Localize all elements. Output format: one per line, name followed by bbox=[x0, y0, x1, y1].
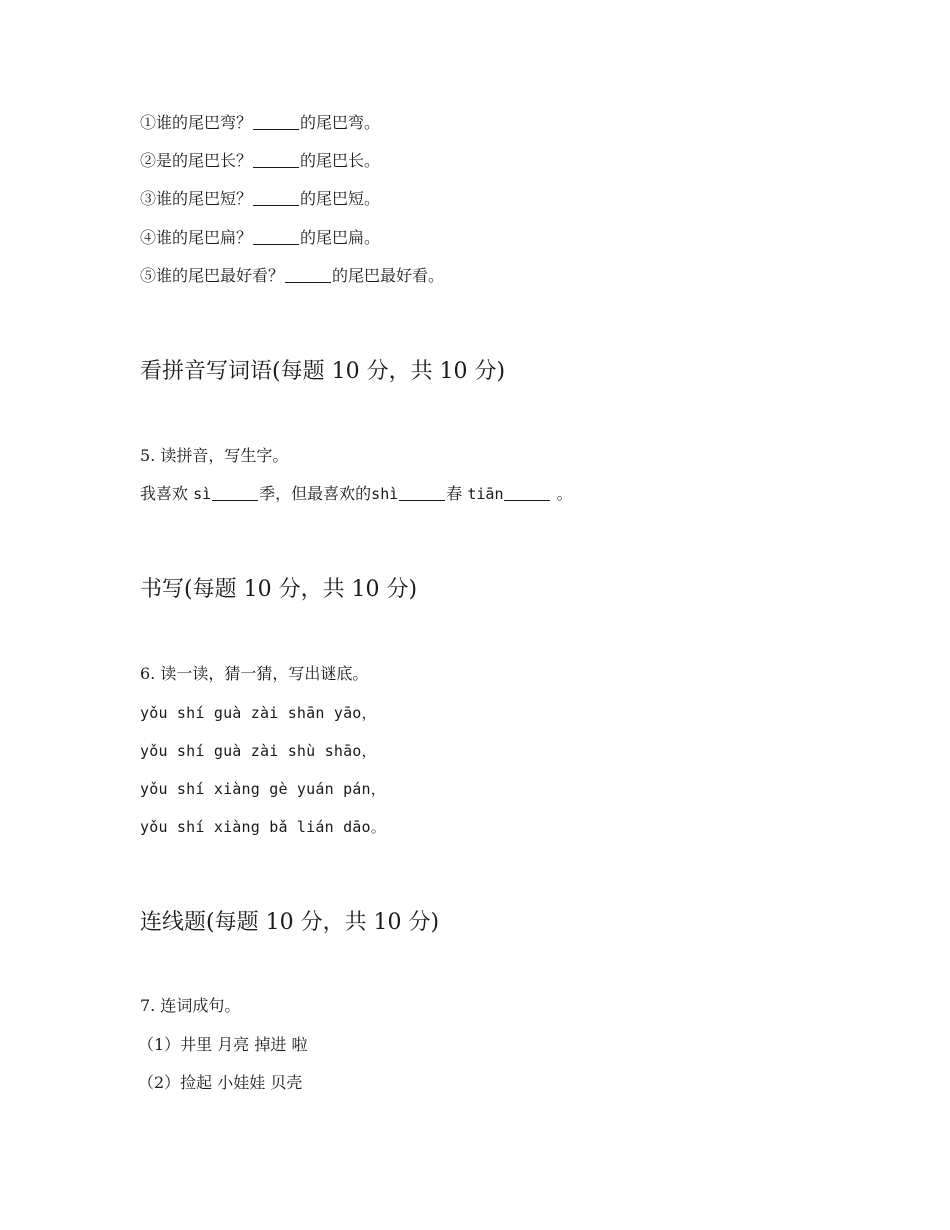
riddle-line-2: yǒu shí guà zài shù shāo， bbox=[140, 742, 377, 760]
answer-blank[interactable] bbox=[253, 228, 299, 245]
sentence-part: 季，但最喜欢的 bbox=[259, 484, 372, 503]
question-text: ①谁的尾巴弯？ bbox=[140, 113, 253, 132]
question-line-5 bbox=[140, 266, 444, 286]
pinyin-shi: shì bbox=[371, 485, 399, 503]
answer-blank[interactable] bbox=[253, 189, 299, 206]
answer-blank[interactable] bbox=[212, 484, 258, 501]
question-5-prompt: 5. 读拼音，写生字。 bbox=[140, 446, 289, 465]
question-6-prompt: 6. 读一读，猜一猜，写出谜底。 bbox=[140, 664, 369, 683]
sentence-item-1: （1）井里 月亮 掉进 啦 bbox=[138, 1035, 308, 1054]
question-text: ⑤谁的尾巴最好看？ bbox=[140, 266, 285, 285]
riddle-line-4: yǒu shí xiàng bǎ lián dāo。 bbox=[140, 818, 386, 836]
answer-blank[interactable] bbox=[253, 151, 299, 168]
pinyin-si: sì bbox=[193, 485, 212, 503]
question-line-2 bbox=[140, 151, 380, 171]
answer-suffix: 的尾巴长。 bbox=[300, 151, 381, 170]
sentence-part: 我喜欢 bbox=[140, 484, 194, 503]
question-line-1 bbox=[140, 113, 380, 133]
question-text: ②是的尾巴长？ bbox=[140, 151, 253, 170]
question-text: ④谁的尾巴扁？ bbox=[140, 228, 253, 247]
question-5-sentence bbox=[140, 484, 573, 504]
answer-blank[interactable] bbox=[504, 484, 550, 501]
sentence-item-2: （2）捡起 小娃娃 贝壳 bbox=[138, 1073, 303, 1092]
riddle-line-3: yǒu shí xiàng gè yuán pán， bbox=[140, 780, 386, 798]
pinyin-tian: tiān bbox=[467, 485, 504, 503]
question-7-prompt: 7. 连词成句。 bbox=[140, 996, 241, 1015]
section-heading-writing: 书写(每题 10 分，共 10 分) bbox=[140, 577, 418, 602]
answer-blank[interactable] bbox=[253, 113, 299, 130]
answer-suffix: 的尾巴最好看。 bbox=[332, 266, 445, 285]
question-line-3 bbox=[140, 189, 380, 209]
question-text: ③谁的尾巴短？ bbox=[140, 189, 253, 208]
section-heading-pinyin: 看拼音写词语(每题 10 分，共 10 分) bbox=[140, 359, 506, 384]
sentence-part: 春 bbox=[446, 484, 468, 503]
answer-suffix: 的尾巴扁。 bbox=[300, 228, 381, 247]
question-line-4 bbox=[140, 228, 380, 248]
answer-blank[interactable] bbox=[285, 266, 331, 283]
sentence-part: 。 bbox=[551, 484, 573, 503]
answer-suffix: 的尾巴短。 bbox=[300, 189, 381, 208]
answer-blank[interactable] bbox=[399, 484, 445, 501]
riddle-line-1: yǒu shí guà zài shān yāo， bbox=[140, 704, 377, 722]
section-heading-matching: 连线题(每题 10 分，共 10 分) bbox=[140, 910, 440, 935]
answer-suffix: 的尾巴弯。 bbox=[300, 113, 381, 132]
